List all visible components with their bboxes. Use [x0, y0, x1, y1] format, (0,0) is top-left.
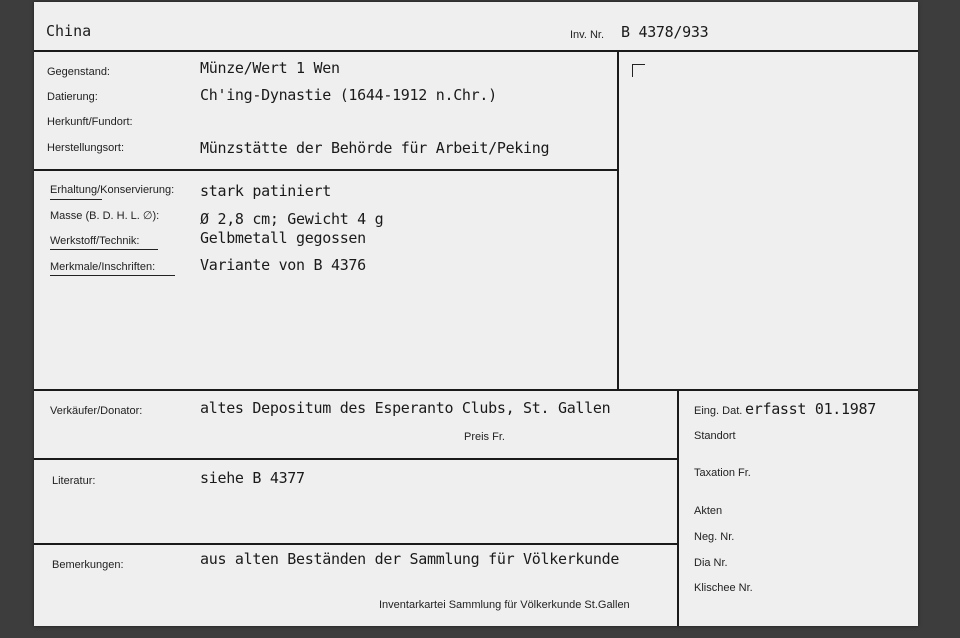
corner-mark: [632, 64, 645, 77]
eing-dat-value: erfasst 01.1987: [745, 400, 876, 418]
inv-nr-label: Inv. Nr.: [570, 29, 605, 41]
erhaltung-label: Erhaltung/Konservierung:: [50, 184, 175, 196]
divider-right-panel: [617, 50, 619, 390]
werkstoff-underline: [50, 249, 158, 250]
werkstoff-label: Werkstoff/Technik:: [50, 235, 140, 247]
akten-label: Akten: [694, 505, 723, 517]
masse-label: Masse (B. D. H. L. ∅):: [50, 210, 160, 222]
werkstoff-value: Gelbmetall gegossen: [200, 229, 366, 247]
herstellung-value: Münzstätte der Behörde für Arbeit/Peking: [200, 139, 550, 157]
merkmale-value: Variante von B 4376: [200, 256, 366, 274]
divider-middle: [34, 389, 918, 391]
eing-dat-label: Eing. Dat.: [694, 405, 743, 417]
herkunft-label: Herkunft/Fundort:: [47, 116, 133, 128]
inventory-card: [34, 2, 918, 626]
datierung-value: Ch'ing-Dynastie (1644-1912 n.Chr.): [200, 86, 497, 104]
bemerkungen-value: aus alten Beständen der Sammlung für Völkerkunde: [200, 550, 620, 568]
country-title: China: [46, 22, 92, 40]
divider-literature: [34, 543, 679, 545]
divider-acquisition: [34, 458, 679, 460]
standort-label: Standort: [694, 430, 736, 442]
literatur-label: Literatur:: [52, 475, 96, 487]
erhaltung-underline: [50, 199, 102, 200]
preis-label: Preis Fr.: [464, 431, 505, 443]
footer-text: Inventarkartei Sammlung für Völkerkunde St.Gallen: [379, 599, 630, 611]
divider-object: [34, 169, 619, 171]
merkmale-label: Merkmale/Inschriften:: [50, 261, 156, 273]
bemerkungen-label: Bemerkungen:: [52, 559, 124, 571]
datierung-label: Datierung:: [47, 91, 98, 103]
klischee-nr-label: Klischee Nr.: [694, 582, 753, 594]
dia-nr-label: Dia Nr.: [694, 557, 728, 569]
verkaeufer-label: Verkäufer/Donator:: [50, 405, 143, 417]
verkaeufer-value: altes Depositum des Esperanto Clubs, St. Gallen: [200, 399, 611, 417]
merkmale-underline: [50, 275, 175, 276]
masse-value: Ø 2,8 cm; Gewicht 4 g: [200, 210, 384, 228]
literatur-value: siehe B 4377: [200, 469, 305, 487]
gegenstand-value: Münze/Wert 1 Wen: [200, 59, 340, 77]
taxation-label: Taxation Fr.: [694, 467, 751, 479]
gegenstand-label: Gegenstand:: [47, 66, 110, 78]
divider-sidebar: [677, 389, 679, 626]
herstellung-label: Herstellungsort:: [47, 142, 125, 154]
neg-nr-label: Neg. Nr.: [694, 531, 735, 543]
inv-nr-value: B 4378/933: [621, 23, 709, 41]
erhaltung-value: stark patiniert: [200, 182, 331, 200]
divider-top: [34, 50, 918, 52]
